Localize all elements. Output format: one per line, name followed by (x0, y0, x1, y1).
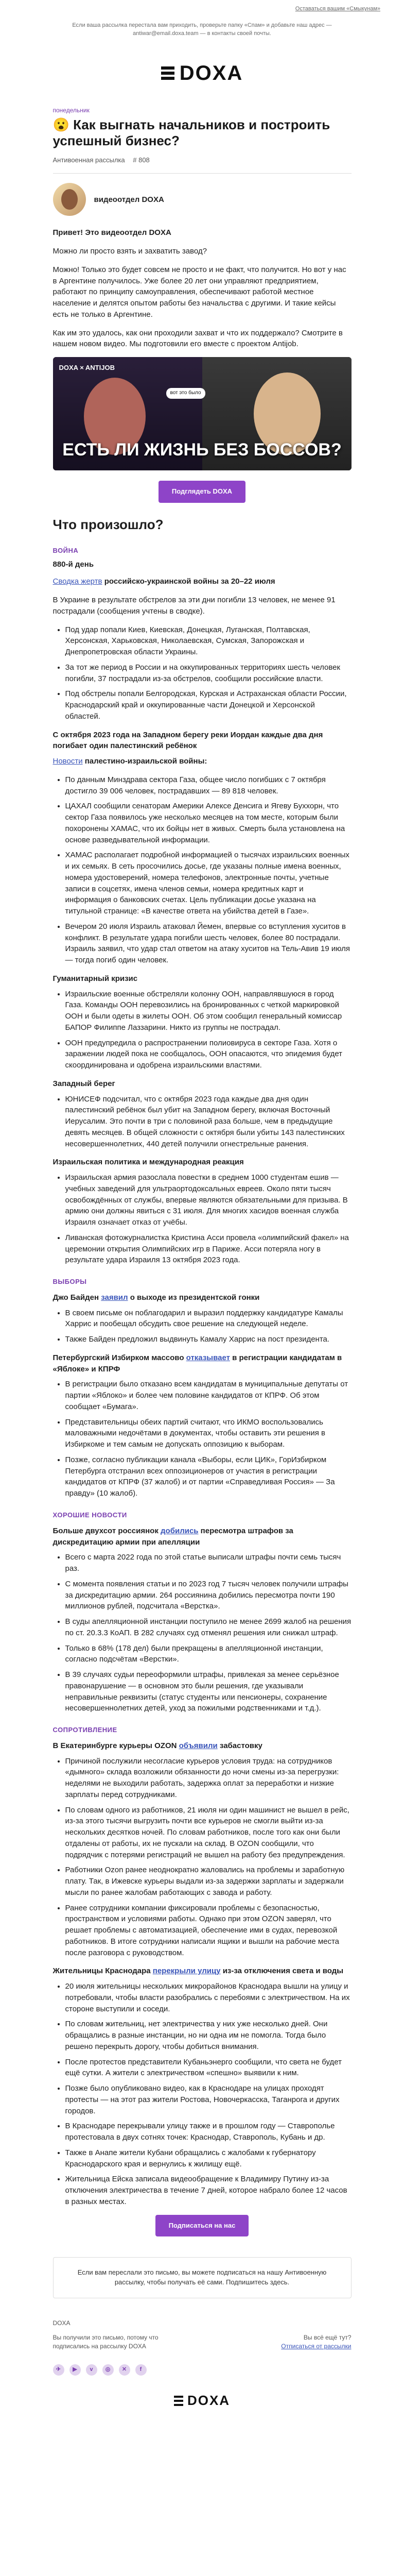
spam-notice: Если ваша рассылка перестала вам приходить, проверьте папку «Спам» и добавьте наш адрес — antiwar@email.doxa.team — в контакты своей почты. (72, 22, 332, 37)
elections-list (65, 1308, 352, 1345)
footer-question: Вы всё ещё тут? (303, 2333, 352, 2341)
blocked-link[interactable]: перекрыли улицу (152, 1967, 221, 1976)
resistance-heading: СОПРОТИВЛЕНИЕ (52, 1726, 117, 1734)
list-item: • Также в Анапе жители Кубани обращались с жалобами к губернатору Краснодарского края и вернулись к жилищу ещё. (65, 2147, 352, 2170)
list-item: • Представительницы обеих партий считают, что ИКМО воспользовались маловажными недочётами в документах, чтобы оставить эти решения в Избиркоме и тем самым не допускать оппозицию к выборам. (65, 1417, 352, 1450)
list-item: • По словам жительниц, нет электричества у них уже несколько дней. Они обращались в разные инстанции, но ни одна им не помогла. Тогда было решено перекрыть дорогу, чтобы добиться внимания. (65, 2019, 352, 2052)
list-item: • 20 июля жительницы нескольких микрорайонов Краснодара вышли на улицу и потребовали, чтобы власти разобрались с перебоями с электричеством. На их стороне выступили и соседи. (65, 1981, 352, 2014)
list-item: • ЮНИСЕФ подсчитал, что с октября 2023 года каждые два дня один палестинский ребёнок был убит на Западном берегу, включая Восточный Иерусалим. Это почти в три с половиной раза больше, чем в предыдущие девять месяцев. В общей сложности с октября были убиты 143 палестинских несовершеннолетних, 440 детей получили огнестрельные ранения. (65, 1094, 352, 1150)
footer-brand: DOXA (52, 2319, 71, 2327)
refuses-link[interactable]: отказывает (186, 1353, 230, 1362)
logo-text: DOXA (187, 2393, 231, 2409)
list-item: • В суды апелляционной инстанции поступило не менее 2699 жалоб на решения по ст. 20.3.3 КоАП. В 282 случаях суд отменял решения или снижал штраф. (65, 1616, 352, 1639)
video-thumbnail[interactable] (53, 357, 352, 470)
footer-reason: Вы получили это письмо, потому что (52, 2333, 159, 2341)
list-item: • Всего с марта 2022 года по этой статье выписали штрафы почти семь тысяч раз. (65, 1552, 352, 1574)
email-body (53, 19, 352, 2411)
elections-list-2 (65, 1379, 352, 1499)
list-item: • После протестов представители Кубаньэнерго сообщили, что света не будет ещё сутки. А жители с электричеством «спешно» выявили к ним. (65, 2057, 352, 2079)
list-item: • Позже, согласно публикации канала «Выборы, если ЦИК», ГорИзбирком Петербурга отстранил всех оппозиционеров от участия в регистрации кандидатов от КПРФ (37 жалоб) и от партии «Справедливая Россия» — За правду» (10 жалоб). (65, 1454, 352, 1499)
issue-number: # 808 (133, 156, 150, 164)
footer-reason-2: подписались на рассылку DOXA (52, 2342, 146, 2350)
list-item: • ЦАХАЛ сообщили сенаторам Америки Алексе Денсига и Ягеву Буххорн, что сектор Газа появилось уже несколько месяцев на том месте, которым были похоронены ХАМАС, что их бойцы нет в живых. Смерть была установлена на основе разведывательной информации. (65, 801, 352, 845)
instagram-icon[interactable]: ◎ (102, 2364, 114, 2376)
list-item: • В своем письме он поблагодарил и выразил поддержку кандидатуре Камалы Харрис и пообещал обсудить свое решение на следующей неделе. (65, 1308, 352, 1330)
war-heading: ВОЙНА (52, 546, 79, 554)
list-item: • По данным Минздрава сектора Газа, общее число погибших с 7 октября достигло 39 006 человек, пострадавших — 89 818 человек. (65, 774, 352, 797)
resistance-list-2 (65, 1981, 352, 2208)
list-item: • В 39 случаях судьи переоформили штрафы, привлекая за менее серьёзное правонарушение — в основном это были решения, где указывали неправильные реквизиты (статус студенты или пенсионеры, сохранение несовершеннолетних детей, уход за пожилыми родственниками и т.д.). (65, 1669, 352, 1714)
list-item: • Вечером 20 июля Израиль атаковал Йемен, впервые со вступления хуситов в конфликт. В результате удара погибли шесть человек, более 80 пострадали. Израиль заявил, что удар стал ответом на атаку хуситов на Тель-Авив 19 июля — тогда погиб один человек. (65, 921, 352, 966)
war-day: 880-й день (52, 560, 94, 569)
logo (53, 58, 352, 89)
forward-notice: Если вам переслали это письмо, вы можете подписаться на нашу Антивоенную рассылку, чтобы получать её сами. Подпишитесь здесь. (53, 2257, 352, 2298)
issue-meta (53, 156, 352, 165)
resistance-list (65, 1756, 352, 1959)
watch-button[interactable]: Подглядеть DOXA (159, 481, 245, 503)
intro-paragraph-2: Как им это удалось, как они проходили захват и что их поддержало? Смотрите в нашем новом видео. Мы подготовили его вместе с проектом Antijob. (52, 328, 343, 349)
section-title: Что произошло? (52, 517, 164, 533)
list-item: • В регистрации было отказано всем кандидатам в муниципальные депутаты от партии «Яблоко» и более чем половине кандидатов от КПРФ. Об этом сообщает «Бумага». (65, 1379, 352, 1412)
list-item: • Израильская армия разослала повестки в среднем 1000 студентам ешив — учебных заведений для ультраортодоксальных евреев. Около пяти тысяч освобождённых от службы, впервые являются обязательными для призыва. В армию они должны явиться с 31 июля. Для многих хасидов военная служба Израиля означает отказ от учёбы. (65, 1172, 352, 1228)
humanitarian-list (65, 989, 352, 1071)
telegram-icon[interactable]: ✈ (53, 2364, 64, 2376)
top-bar (0, 0, 404, 19)
list-item: • Работники Ozon ранее неоднократно жаловались на проблемы и заработную плату. Так, в Ижевске курьеры выдали из-за задержки зарплаты и задержали мысли по ранее жалобам работающих с завода и работу. (65, 1865, 352, 1898)
elections-sub-2: Петербургский Избирком массово отказывает в регистрации кандидатам в «Яблоке» и КПРФ (52, 1353, 342, 1374)
list-item: • Также Байден предложил выдвинуть Камалу Харрис на пост президента. (65, 1334, 352, 1345)
good-news-heading: ХОРОШИЕ НОВОСТИ (52, 1511, 127, 1519)
greeting: Привет! Это видеоотдел DOXA (52, 228, 171, 238)
list-item: • Жительница Ейска записала видеообращение к Владимиру Путину из-за отключения электричества в течение 7 дней, которое набрало более 12 часов в разных местах. (65, 2174, 352, 2207)
vk-icon[interactable]: v (86, 2364, 97, 2376)
list-item: • ООН предупредила о распространении полиовируса в секторе Газа. Хотя о заражении людей пока не сообщалось, ООН опасаются, что эпидемия будет скоординирована и одобрена израильскими властями. (65, 1038, 352, 1071)
list-item: • ХАМАС располагает подробной информацией о тысячах израильских военных и их семьях. В сеть просочились досье, где указаны полные имена военных, номера удостоверений, номера телефонов, электронные почты, учетные записи в соцсетях, имена членов семьи, номера кредитных карт и информация о банковских счетах. Цель публикации досье указана на титульной странице: «В качестве ответа на убийства детей в Газе». (65, 850, 352, 917)
war-list (65, 624, 352, 722)
top-link[interactable]: Оставаться вашим «Смыкунам» (295, 6, 380, 12)
x-icon[interactable]: ✕ (119, 2364, 130, 2376)
news-lead: Новости палестино-израильской войны: (52, 757, 207, 766)
logo-text: DOXA (179, 61, 243, 84)
list-item: • Под удар попали Киев, Киевская, Донецкая, Луганская, Полтавская, Херсонская, Харьковская, Николаевская, Сумская, Запорожская и Днепропетровская области Украины. (65, 624, 352, 658)
footer-logo (53, 2391, 352, 2411)
good-news-sub: Больше двухсот россиянок добились пересмотра штрафов за дискредитацию армии при апелляции (52, 1526, 293, 1547)
resistance-sub: В Екатеринбурге курьеры OZON объявили забастовку (52, 1741, 262, 1750)
facebook-icon[interactable]: f (135, 2364, 147, 2376)
westbank-heading: Западный берег (52, 1079, 115, 1088)
list-item: • За тот же период в России и на оккупированных территориях шесть человек погибли, 37 пострадали из-за обстрелов, сообщили российские власти. (65, 662, 352, 685)
headline: 😮 Как выгнать начальников и построить успешный бизнес? (52, 117, 330, 149)
video-title: ЕСТЬ ЛИ ЖИЗНЬ БЕЗ БОССОВ? (62, 439, 342, 460)
avatar (53, 183, 86, 216)
gaza-list (65, 774, 352, 966)
humanitarian-heading: Гуманитарный кризис (52, 974, 138, 983)
issue-date: понедельник (52, 106, 90, 114)
list-item: • Позже было опубликовано видео, как в Краснодаре на улицах проходят протесты — на этот раз жители Ростова, Новочеркасска, Таганрога и других городов. (65, 2083, 352, 2116)
intro-question: Можно ли просто взять и захватить завод? (52, 247, 207, 256)
video-tag: DOXA × ANTIJOB (59, 364, 115, 372)
list-item: • По словам одного из работников, 21 июля ни один машинист не вышел в рейс, из-за этого тысячи выгрузить почти все курьеров не смогли выйти из-за нескольких десятков ночей. По словам работников, после того как они были отдалены от работы, их не пускали на склад. В OZON сообщили, что подрядчик с потерями регистраций не вышел на работу без предупреждения. (65, 1805, 352, 1861)
subscribe-button[interactable]: Подписаться на нас (155, 2215, 249, 2237)
author-name: видеоотдел DOXA (94, 195, 164, 204)
list-item: • Причиной послужили несогласие курьеров условия труда: на сотрудников «дымного» склада возложили обязанности до ночи смены из-за перегрузки: неделями не выходили работать, задержка оплат за переработки и низкие зарплаты перед сотрудниками. (65, 1756, 352, 1801)
list-item: • Израильские военные обстреляли колонну ООН, направлявшуюся в город Газа. Команды ООН перевозились на бронированных с четкой маркировкой ООН и были одеты в жилеты ООН. Об этом сообщил генеральный комиссар БАПОР Филиппе Лаззарини. Никто из группы не пострадал. (65, 989, 352, 1033)
achieved-link[interactable]: добились (161, 1526, 199, 1535)
israel-heading: Израильская политика и международная реакция (52, 1158, 244, 1167)
unsubscribe-link[interactable]: Отписаться от рассылки (281, 2342, 352, 2350)
logo-mark-icon (174, 2396, 183, 2406)
list-item: • Ранее сотрудники компании фиксировали проблемы с безопасностью, пространством и условиями работы. Однако при этом OZON заверял, что решает проблемы с автоматизацией, обеспечение ими в судах, перевозкой работников. В итоге сотрудники написали ящики и вышли на рабочие места после разговора с руководством. (65, 1903, 352, 1959)
video-bubble: вот это было (166, 388, 205, 399)
elections-sub: Джо Байден заявил о выходе из президентской гонки (52, 1293, 260, 1302)
list-item: • Ливанская фотожурналистка Кристина Асси провела «олимпийский факел» на церемонии открытия Олимпийских игр в Париже. Асси потеряла ногу в результате удара Израиля 13 октября 2023 года. (65, 1232, 352, 1266)
elections-heading: ВЫБОРЫ (52, 1278, 87, 1286)
intro-paragraph: Можно! Только это будет совсем не просто и не факт, что получится. Но вот у нас в Аргентине получилось. Уже более 20 лет они управляют предприятием, работают по принципу самоуправления, обеспечивают работой местное население и делятся опытом работы без начальства с другими. И такие кейсы есть не только в Аргентине. (52, 265, 346, 319)
israel-list (65, 1172, 352, 1266)
logo-mark-icon (161, 66, 174, 80)
war-paragraph: В Украине в результате обстрелов за эти дни погибли 13 человек, не менее 91 пострадали (сообщения учтены в сводке). (52, 596, 336, 616)
list-item: • С момента появления статьи и по 2023 год 7 тысяч человек получили штрафы за дискредитацию армии. 264 россиянина добились пересмотра почти 190 миллионов рублей, подсчитала «Верстка». (65, 1579, 352, 1612)
westbank-list (65, 1094, 352, 1150)
good-news-list (65, 1552, 352, 1714)
list-item: • Только в 68% (178 дел) были прекращены в апелляционной инстанции, согласно подсчётам «Верстки». (65, 1643, 352, 1666)
author-block (53, 183, 352, 216)
statement-link[interactable]: заявил (101, 1293, 128, 1302)
announced-link[interactable]: объявили (179, 1741, 218, 1750)
footer (53, 2319, 352, 2411)
list-item: • В Краснодаре перекрывали улицу также и в прошлом году — Ставрополье протестовала в двух сотнях точек: Краснодар, Ставрополь, Кубань и др. (65, 2121, 352, 2143)
summary-link[interactable]: Сводка жертв (52, 577, 102, 586)
youtube-icon[interactable]: ▶ (69, 2364, 81, 2376)
social-links (53, 2364, 352, 2376)
list-item: • Под обстрелы попали Белгородская, Курская и Астраханская области России, Краснодарский край и оккупированные части Донецкой и Херсонской областей. (65, 688, 352, 722)
war-lead: Сводка жертв российско-украинской войны за 20–22 июля (52, 577, 275, 586)
gaza-headline: С октября 2023 года на Западном берегу реки Иордан каждые два дня погибает один палестинский ребёнок (52, 730, 323, 751)
news-link[interactable]: Новости (52, 757, 83, 766)
resistance-sub-2: Жительницы Краснодара перекрыли улицу из-за отключения света и воды (52, 1967, 344, 1976)
divider (53, 173, 352, 174)
newsletter-label: Антивоенная рассылка (52, 156, 125, 164)
